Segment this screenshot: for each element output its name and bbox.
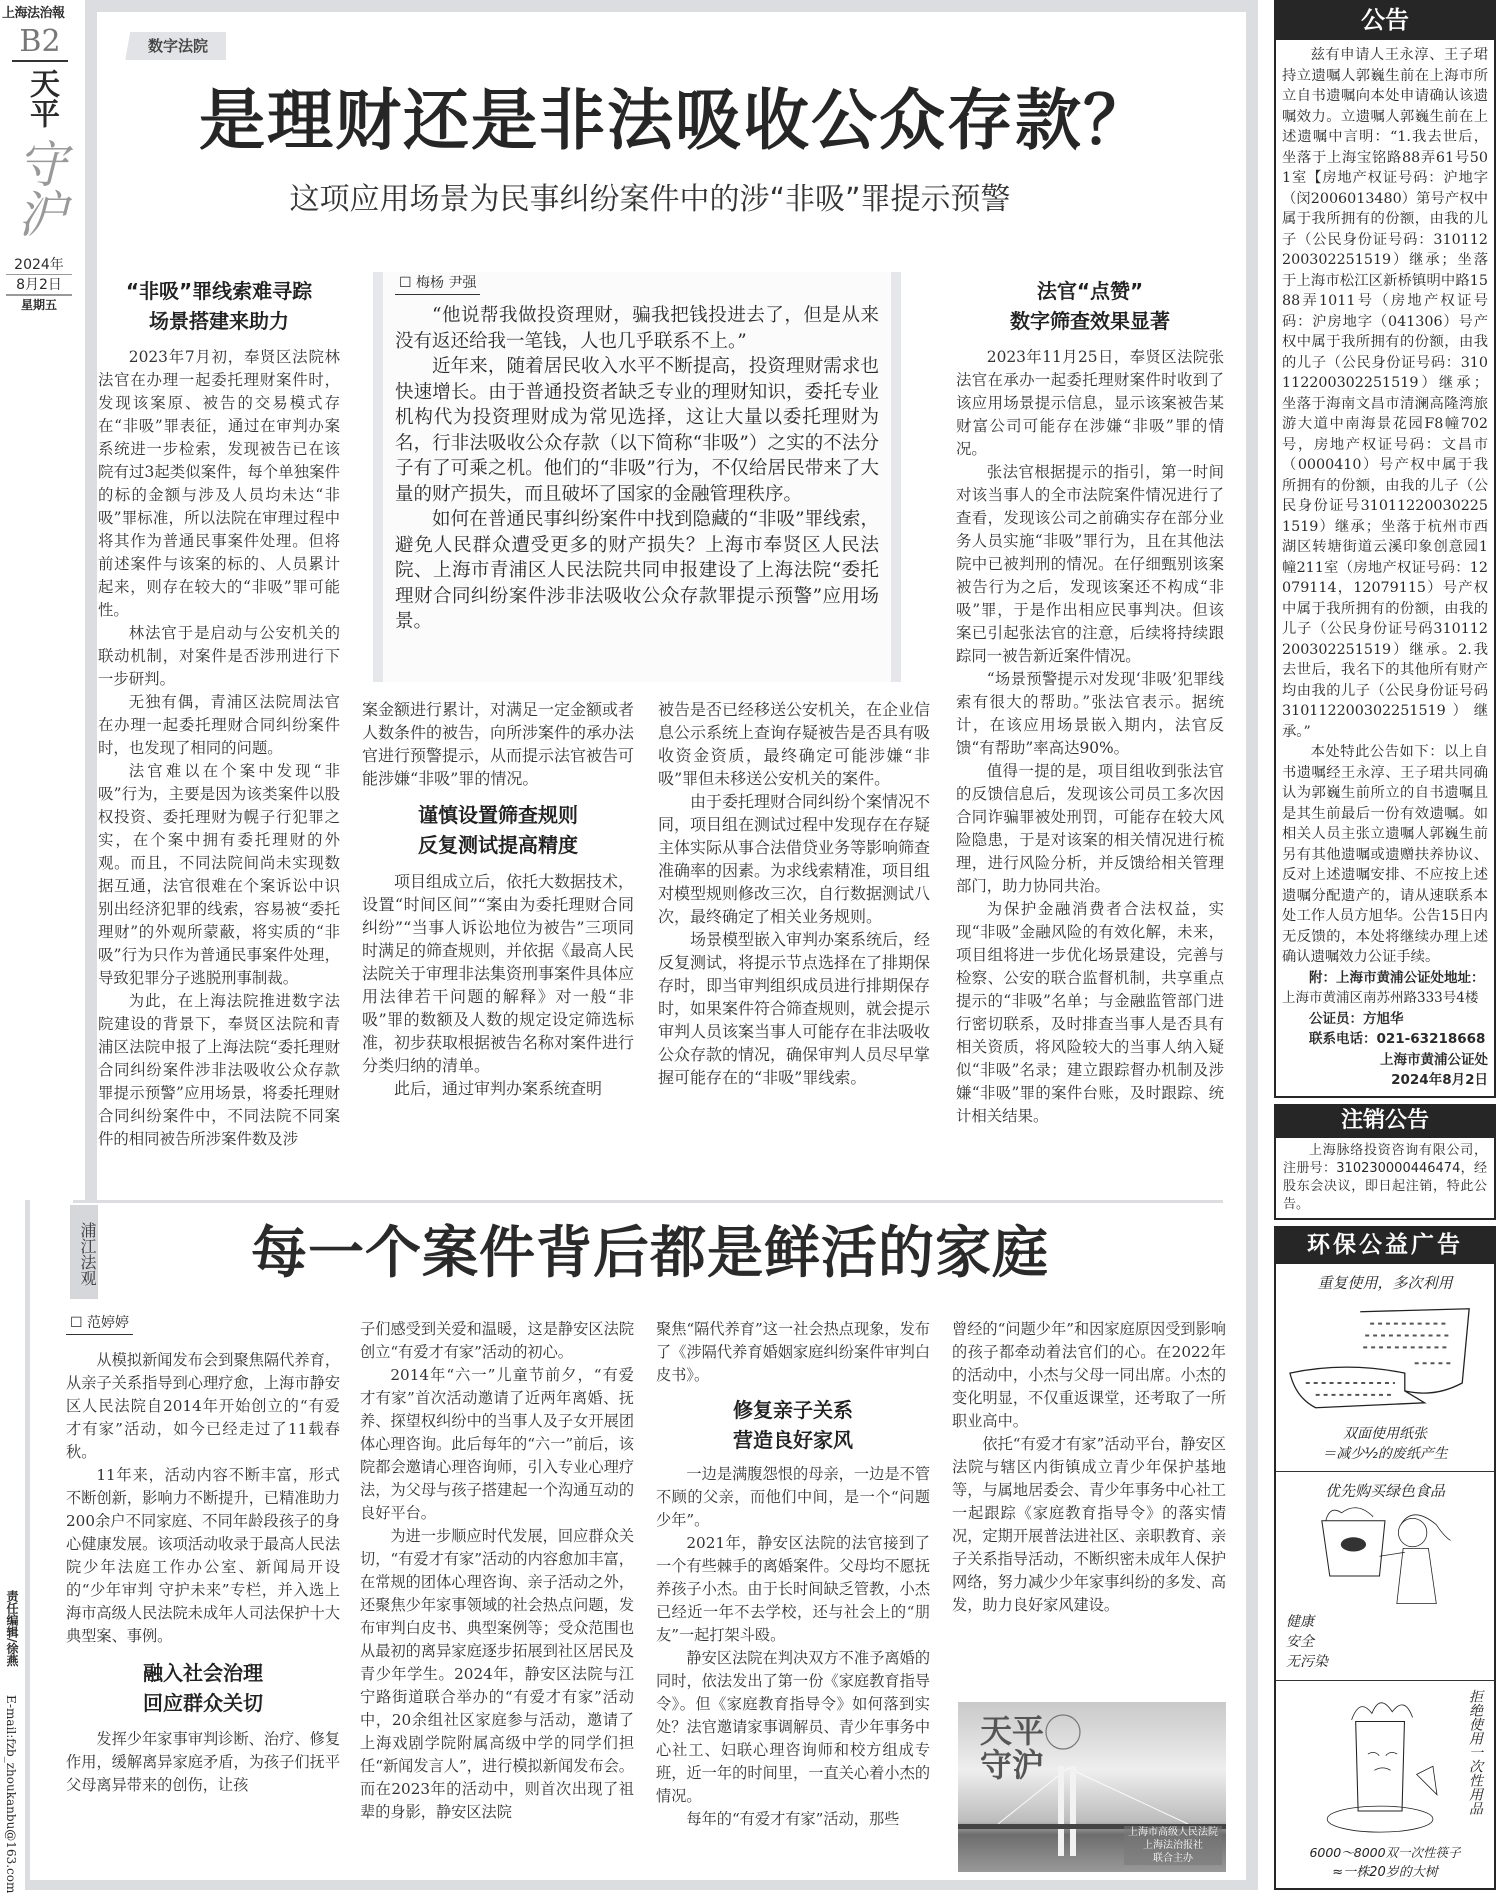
column-name-bottom: 守沪 [9,138,67,238]
paragraph: 为保护金融消费者合法权益，实现“非吸”金融风险的有效化解，未来，项目组将进一步优化场景建设，完善与检察、公安的联合监督机制，共享重点提示的“非吸”名单；与金融监管部门进行密切联系，及时排查当事人是否具有相关资质，将风险较大的当事人纳入疑似“非吸”名录；建立跟踪督办机制及涉嫌“非吸”罪的案件台账，及时跟踪、统计相关结果。 [956,900,1224,1125]
notice-header: 公告 [1274,0,1496,40]
eco-panel-caption: 安全 [1286,1633,1314,1650]
top-article-column-1 [98,276,340,1151]
paragraph: 曾经的“问题少年”和因家庭原因受到影响的孩子都牵动着法官们的心。在2022年的活动中，小杰与父母一同出席。小杰的变化明显，不仅重返课堂，还考取了一所职业高中。 [952,1320,1226,1430]
eco-panel-green-food [1276,1471,1494,1680]
headline: 每一个案件背后都是鲜活的家庭 [251,1220,1049,1286]
byline: ☐ 范婷婷 [66,1312,133,1335]
eco-panel-disposables [1276,1680,1494,1889]
column-banner-photo [958,1702,1226,1872]
bottom-article-column-4 [952,1318,1226,1617]
eco-panel-reuse [1276,1264,1494,1472]
frame-band [1246,1200,1258,1890]
crying-tree-stump-illustration [1286,1689,1466,1844]
notice-address: 上海市黄浦区南苏州路333号4楼 [1282,990,1479,1006]
notice-phone: 联系电话：021-63218668 [1309,1031,1486,1047]
intro-paragraph: 如何在普通民事纠纷案件中找到隐藏的“非吸”罪线索，避免人民群众遭受更多的财产损失？上海市奉贤区人民法院、上海市青浦区人民法院共同申报建设了上海法院“委托理财合同纠纷案件涉非法吸收公众存款罪提示预警”应用场景。 [395,509,879,632]
editor-credit: 责任编辑/徐燕 [5,1590,19,1667]
paragraph: 值得一提的是，项目组收到张法官的反馈信息后，发现该公司员工多次因合同诈骗罪被处刑罚，可能存在较大风险隐患，于是对该案的相关情况进行梳理，进行风险分析，并反馈给相关管理部门，助力协同共治。 [956,762,1224,895]
subheadline: 这项应用场景为民事纠纷案件中的涉“非吸”罪提示预警 [289,182,1011,217]
paragraph: 案金额进行累计，对满足一定金额或者人数条件的被告，向所涉案件的承办法官进行预警提示，从而提示法官被告可能涉嫌“非吸”罪的情况。 [362,700,635,788]
subheading: 融入社会治理 [143,1661,263,1685]
page-number: B2 [12,24,68,62]
paragraph: 为此，在上海法院推进数字法院建设的背景下，奉贤区法院和青浦区法院申报了上海法院“委托理财合同纠纷案件涉非法吸收公众存款罪提示预警”应用场景，将委托理财合同纠纷案件中，不同法院不同案件的相同被告所涉案件数及涉 [98,992,340,1148]
column-name-top: 天平 [24,68,59,128]
paragraph: 2021年，静安区法院的法官接到了一个有些棘手的离婚案件。父母均不愿抚养孩子小杰。由于长时间缺乏管教，小杰已经近一年不去学校，还与社会上的“朋友”一起打架斗殴。 [656,1534,930,1644]
banner-logo-text: 天平守沪 [980,1712,1045,1784]
paper-sheets-icon [1286,1293,1484,1424]
paragraph: 从模拟新闻发布会到聚焦隔代养育，从亲子关系指导到心理疗愈，上海市静安区人民法院自2014年开始创立的“有爱才有家”活动，如今已经走过了11载春秋。 [66,1351,340,1461]
eco-panel-title: 重复使用，多次利用 [1317,1273,1453,1292]
cancellation-header: 注销公告 [1274,1104,1496,1138]
banner-caption: 上海市高级人民法院 [1128,1827,1218,1838]
subheading: 数字筛查效果显著 [1010,309,1170,333]
subheading: 谨慎设置筛查规则 [418,803,578,827]
editor-email: E-mail:fzb_zhoukanbu@163.com [4,1695,18,1894]
top-article-column-2 [362,698,634,1100]
paragraph: 林法官于是启动与公安机关的联动机制，对案件是否涉刑进行下一步研判。 [98,624,340,688]
paragraph: 2023年11月25日，奉贤区法院张法官在承办一起委托理财案件时收到了该应用场景提示信息，显示该案被告某财富公司可能存在涉嫌“非吸”罪的情况。 [956,348,1224,458]
paragraph: 由于委托理财合同纠纷个案情况不同，项目组在测试过程中发现存在存疑主体实际从事合法借贷业务等影响筛查准确率的因素。为求线索精准，项目组对模型规则修改三次，自行数据测试八次，最终确定了相关业务规则。 [658,792,931,926]
paragraph: 场景模型嵌入审判办案系统后，经反复测试，将提示节点选择在了排期保存时，即当审判组织成员进行排期保存时，如果案件符合筛查规则，就会提示审判人员该案当事人可能存在非法吸收公众存款的情况，确保审判人员尽早掌握可能存在的“非吸”罪线索。 [658,930,931,1087]
section-tag: 数字法院 [118,32,226,60]
eco-ad-header: 环保公益广告 [1274,1226,1496,1264]
intro-quote: “他说帮我做投资理财，骗我把钱投进去了，但是从来没有返还给我一笔钱，人也几乎联系不上。” [395,305,879,352]
paragraph: 被告是否已经移送公安机关，在企业信息公示系统上查询存疑被告是否具有吸收资金资质，最终确定可能涉嫌“非吸”罪但未移送公安机关的案件。 [658,700,931,788]
paragraph: 张法官根据提示的指引，第一时间对该当事人的全市法院案件情况进行了查看，发现该公司之前确实存在部分业务人员实施“非吸”罪行为，且在其他法院中已被判刑的情况。在仔细甄别该案被告行为之后，发现该案还不构成“非吸”罪，于是作出相应民事判决。但该案已引起张法官的注意，后续将持续跟踪同一被告新近案件情况。 [956,463,1224,665]
girl-with-grocery-bag-illustration [1286,1501,1484,1612]
bottom-article-column-1 [66,1312,340,1797]
frame-band [30,1880,1258,1890]
scales-of-justice-icon [1046,1715,1080,1749]
eco-panel-caption: 6000～8000双一次性筷子 [1309,1845,1461,1860]
eco-panel-caption: 双面使用纸张 [1343,1426,1427,1442]
paragraph: 静安区法院在判决双方不准予离婚的同时，依法发出了第一份《家庭教育指导令》。但《家庭教育指导令》如何落到实处？法官邀请家事调解员、青少年事务中心社工、妇联心理咨询师和校方组成专班，近一年的时间里，一直关心着小杰的情况。 [656,1649,930,1805]
frame-band [25,1200,30,1890]
eco-panel-title: 优先购买绿色食品 [1324,1482,1445,1500]
notice-address-label: 附：上海市黄浦公证处地址： [1309,969,1485,986]
paragraph: 无独有偶，青浦区法院周法官在办理一起委托理财合同纠纷案件时，也发现了相同的问题。 [98,693,340,757]
subheading: “非吸”罪线索难寻踪 [125,279,313,303]
paragraph: 依托“有爱才有家”活动平台，静安区法院与辖区内街镇成立青少年保护基地等，与属地居委会、青少年事务中心社工一起跟踪《家庭教育指导令》的落实情况，定期开展普法进社区、亲职教育、亲子关系指导活动，不断织密未成年人保护网络，努力减少少年家事纠纷的多发、高发，助力良好家风建设。 [952,1435,1226,1614]
eco-panel-caption: 无污染 [1286,1653,1328,1670]
subheading: 回应群众关切 [143,1691,263,1715]
top-article-column-4 [956,276,1224,1128]
notice-issuer: 上海市黄浦公证处 [1380,1051,1488,1068]
cancellation-notice: 上海脉络投资咨询有限公司，注册号：310230000446474，经股东会决议，即日起注销，特此公告。 [1274,1138,1496,1220]
paragraph: 项目组成立后，依托大数据技术，设置“时间区间”“案由为委托理财合同纠纷”“当事人诉讼地位为被告”三项同时满足的筛查规则，并依据《最高人民法院关于审理非法集资刑事案件具体应用法律若干问题的解释》对一般“非吸”罪的数额及人数的规定设定筛选标准，初步获取根据被告名称对案件进行分类归纳的清单。 [362,872,635,1075]
paragraph: 法官难以在个案中发现“非吸”行为，主要是因为该类案件以股权投资、委托理财为幌子行犯罪之实，在个案中拥有委托理财的外观。而且，不同法院间尚未实现数据互通，法官很难在个案诉讼中识别出经济犯罪的线索，容易被“委托理财”的外观所蒙蔽，将实质的“非吸”行为只作为普通民事案件处理，导致犯罪分子逃脱刑事制裁。 [98,762,340,987]
notice-paragraph: 兹有申请人王永淳、王子珺持立遗嘱人郭巍生前在上海市所立自书遗嘱向本处申请确认该遗嘱效力。立遗嘱人郭巍生前在上述遗嘱中言明：“1.我去世后，坐落于上海宝铭路88弄61号501室【房地产权证号码：沪地字（闵2006013480）第号产权中属于我所拥有的份额，由我的儿子（公民身份证号码：310112200302251519）继承；坐落于上海市松江区新桥镇明中路1588弄1011号（房地产权证号码：沪房地字（041306）号产权中属于我所拥有的份额，由我的儿子（公民身份证号码：310112200302251519）继承；坐落于海南文昌市清澜高隆湾旅游大道中南海景花园F8幢702号，房地产权证号码：文昌市（0000410）号产权中属于我所拥有的份额，由我的儿子（公民身份证号310112200302251519）继承；坐落于杭州市西湖区转塘街道云溪印象创意园1幢211室（房地产权证号码：12079114，12079115）号产权中属于我所拥有的份额，由我的儿子（公民身份证号码310112200302251519）继承。2.我去世后，我名下的其他所有财产均由我的儿子（公民身份证号码310112200302251519）继承。” [1282,47,1488,740]
author-name: 范婷婷 [87,1315,130,1331]
headline: 是理财还是非法吸收公众存款？ [199,81,1151,159]
author-names: 梅杨 尹强 [416,275,477,291]
section-divider [73,1200,1223,1203]
eco-panel-caption: 健康 [1286,1613,1314,1630]
issue-date: 8月2日 [6,274,72,296]
banner-caption: 上海法治报社 [1143,1840,1203,1851]
notice-date: 2024年8月2日 [1391,1072,1488,1088]
paragraph: 发挥少年家事审判诊断、治疗、修复作用，缓解离异家庭矛盾，为孩子们抚平父母离异带来的创伤，让孩 [66,1730,340,1794]
paragraph: 一边是满腹怨恨的母亲，一边是不管不顾的父亲，而他们中间，是一个“问题少年”。 [656,1465,930,1529]
paragraph: 为进一步顺应时代发展，回应群众关切，“有爱才有家”活动的内容愈加丰富，在常规的团体心理咨询、亲子活动之外，还聚焦少年家事领域的社会热点问题，发布审判白皮书、典型案例等；受众范围也从最初的离异家庭逐步拓展到社区居民及青少年学生。2024年，静安区法院与江宁路街道联合举办的“有爱才有家”活动中，20余组社区家庭参与活动，邀请了上海戏剧学院附属高级中学的同学们担任“新闻发言人”，进行模拟新闻发布会。而在2023年的活动中，则首次出现了祖辈的身影，静安区法院 [360,1527,634,1821]
eco-panel-title: 拒绝使用一次性用品 [1467,1688,1483,1815]
eco-panel-caption: ＝减少½的废纸产生 [1322,1446,1448,1462]
subheading: 法官“点赞” [1036,279,1144,303]
eco-panel-caption: ≈一株20岁的大树 [1332,1865,1438,1880]
byline: ☐ 梅杨 尹强 [395,272,480,295]
bottom-article-column-2 [360,1318,634,1824]
notice-notary: 公证员：方旭华 [1309,1010,1404,1027]
newspaper-logo: 上海法治報 [2,6,65,21]
paragraph: 子们感受到关爱和温暖，这是静安区法院创立“有爱才有家”活动的初心。 [360,1320,634,1361]
paragraph: 每年的“有爱才有家”活动，那些 [686,1810,900,1828]
subheading: 场景搭建来助力 [149,309,289,333]
notary-notice [1274,40,1496,1098]
paragraph: 聚焦“隔代养育”这一社会热点现象，发布了《涉隔代养育婚姻家庭纠纷案件审判白皮书》。 [656,1320,930,1384]
top-article-column-3 [658,698,930,1089]
paragraph: 2023年7月初，奉贤区法院林法官在办理一起委托理财案件时，发现该案原、被告的交易模式存在“非吸”罪表征，通过在审判办案系统进一步检索，发现被告已在该院有过3起类似案件，每个单独案件的标的金额与涉及人员均未达“非吸”罪标准，所以法院在审理过程中将其作为普通民事案件处理。但将前述案件与该案的标的、人员累计起来，则存在较大的“非吸”罪可能性。 [98,348,340,619]
paragraph: 11年来，活动内容不断丰富，形式不断创新，影响力不断提升，已精准助力200余户不同家庭、不同年龄段孩子的身心健康发展。该项活动收录于最高人民法院少年法庭工作办公室、新闻局开设的“少年审判 守护未来”专栏，并入选上海市高级人民法院未成年人司法保护十大典型案、事例。 [66,1466,340,1645]
issue-year: 2024年 [6,254,72,275]
intro-box [373,272,901,682]
eco-ad [1274,1264,1496,1891]
subheading: 营造良好家风 [733,1428,853,1452]
subheading: 反复测试提高精度 [418,833,578,857]
section-tag: 浦江法观 [70,1205,98,1299]
paragraph: 2014年“六一”儿童节前夕，“有爱才有家”首次活动邀请了近两年离婚、抚养、探望权纠纷中的当事人及子女开展团体心理咨询。此后每年的“六一”前后，该院都会邀请心理咨询师，引入专业心理疗法，为父母与孩子搭建起一个沟通互动的良好平台。 [360,1366,634,1522]
subheading: 修复亲子关系 [733,1398,853,1422]
paragraph: “场景预警提示对发现‘非吸’犯罪线索有很大的帮助。”张法官表示。据统计，在该应用场景嵌入期内，法官反馈“有帮助”率高达90%。 [956,670,1224,757]
paragraph: 此后，通过审判办案系统查明 [394,1079,603,1098]
sidebar [1274,0,1496,1890]
notice-paragraph: 本处特此公告如下：以上自书遗嘱经王永淳、王子珺共同确认为郭巍生前所立的自书遗嘱且是其生前最后一份有效遗嘱。如相关人员主张立遗嘱人郭巍生前另有其他遗嘱或遗赠扶养协议、反对上述遗嘱安排、不应按上述遗嘱分配遗产的，请从速联系本处工作人员方旭华。公告15日内无反馈的，本处将继续办理上述确认遗嘱效力公证手续。 [1282,744,1488,965]
issue-weekday: 星期五 [20,298,57,312]
bottom-article-column-3 [656,1318,930,1831]
intro-paragraph: 近年来，随着居民收入水平不断提高，投资理财需求也快速增长。由于普通投资者缺乏专业的理财知识，委托专业机构代为投资理财成为常见选择，这让大量以委托理财为名，行非法吸收公众存款（以下简称“非吸”）之实的不法分子有了可乘之机。他们的“非吸”行为，不仅给居民带来了大量的财产损失，而且破坏了国家的金融管理秩序。 [395,356,879,505]
banner-caption: 联合主办 [1153,1853,1193,1864]
